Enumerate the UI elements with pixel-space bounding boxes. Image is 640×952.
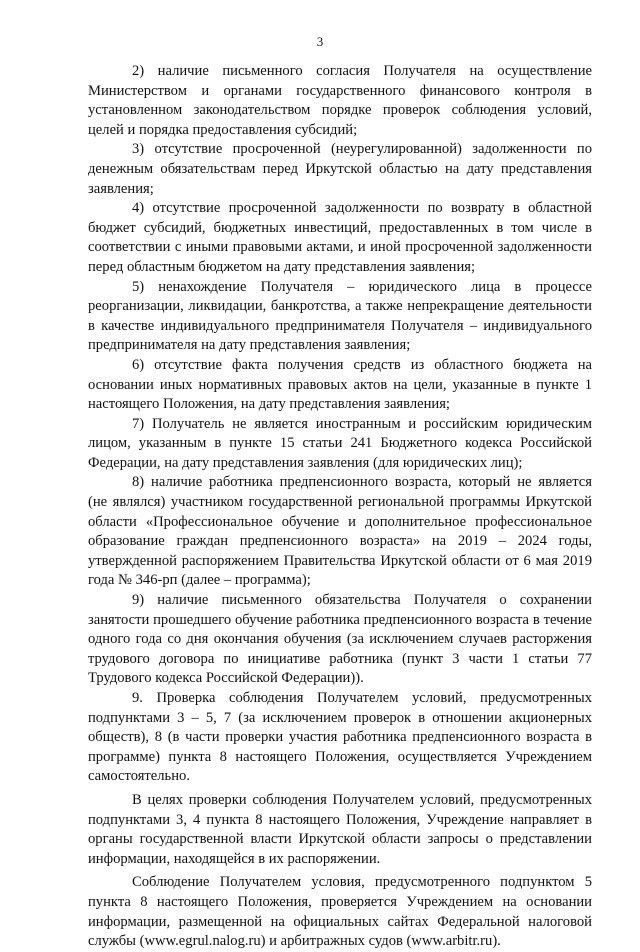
paragraph-item-9-verification: 9. Проверка соблюдения Получателем условий, предусмотренных подпунктами 3 – 5, 7 (за исключением проверок в отношении акционерных обществ), 8 (в части проверки участия работника предпенсионного возраста в программе) пункта 8 настоящего Положения, осуществляется Учреждением самостоятельно. bbox=[88, 690, 592, 785]
document-body bbox=[88, 62, 592, 952]
paragraph-condition-2: 2) наличие письменного согласия Получателя на осуществление Министерством и органами государственного финансового контроля в установленном законодательством порядке проверок соблюдения условий, целей и порядка предоставления субсидий; bbox=[88, 63, 592, 138]
paragraph-condition-9: 9) наличие письменного обязательства Получателя о сохранении занятости прошедшего обучение работника предпенсионного возраста в течение одного года со дня окончания обучения (за исключением случаев расторжения трудового договора по инициативе работника (пункт 3 части 1 статьи 77 Трудового кодекса Российской Федерации)). bbox=[88, 592, 592, 687]
paragraph-condition-4: 4) отсутствие просроченной задолженности по возврату в областной бюджет субсидий, бюджетных инвестиций, предоставленных в том числе в соответствии с иными правовыми актами, и иной просроченной задолженности перед областным бюджетом на дату представления заявления; bbox=[88, 200, 592, 275]
paragraph-condition-6: 6) отсутствие факта получения средств из областного бюджета на основании иных нормативных правовых актов на цели, указанные в пункте 1 настоящего Положения, на дату представления заявления; bbox=[88, 356, 592, 413]
paragraph-requests-to-authorities: В целях проверки соблюдения Получателем условий, предусмотренных подпунктами 3, 4 пункта 8 настоящего Положения, Учреждение направляет в органы государственной власти Иркутской области запросы о представлении информации, находящейся в их распоряжении. bbox=[88, 791, 592, 867]
paragraph-condition-3: 3) отсутствие просроченной (неурегулированной) задолженности по денежным обязательствам перед Иркутской областью на дату представления заявления; bbox=[88, 141, 592, 197]
paragraph-condition-8: 8) наличие работника предпенсионного возраста, который не является (не являлся) участником государственной региональной программы Иркутской области «Профессиональное обучение и дополнительное профессиональное образование граждан предпенсионного возраста» на 2019 – 2024 годы, утвержденной распоряжением Правительства Иркутской области от 6 мая 2019 года № 346-рп (далее – программа); bbox=[88, 474, 592, 589]
paragraph-condition-7: 7) Получатель не является иностранным и российским юридическим лицом, указанным в пункте 15 статьи 241 Бюджетного кодекса Российской Федерации, на дату представления заявления (для юридических лиц); bbox=[88, 415, 592, 471]
paragraph-official-websites: Соблюдение Получателем условия, предусмотренного подпунктом 5 пункта 8 настоящего Положения, проверяется Учреждением на основании информации, размещенной на официальных сайтах Федеральной налоговой службы (www.egrul.nalog.ru) и арбитражных судов (www.arbitr.ru). bbox=[88, 874, 592, 950]
page-number: 3 bbox=[316, 34, 324, 49]
paragraph-condition-5: 5) ненахождение Получателя – юридического лица в процессе реорганизации, ликвидации, банкротства, а также непрекращение деятельности в качестве индивидуального предпринимателя Получателя – индивидуального предпринимателя на дату представления заявления; bbox=[88, 278, 592, 354]
